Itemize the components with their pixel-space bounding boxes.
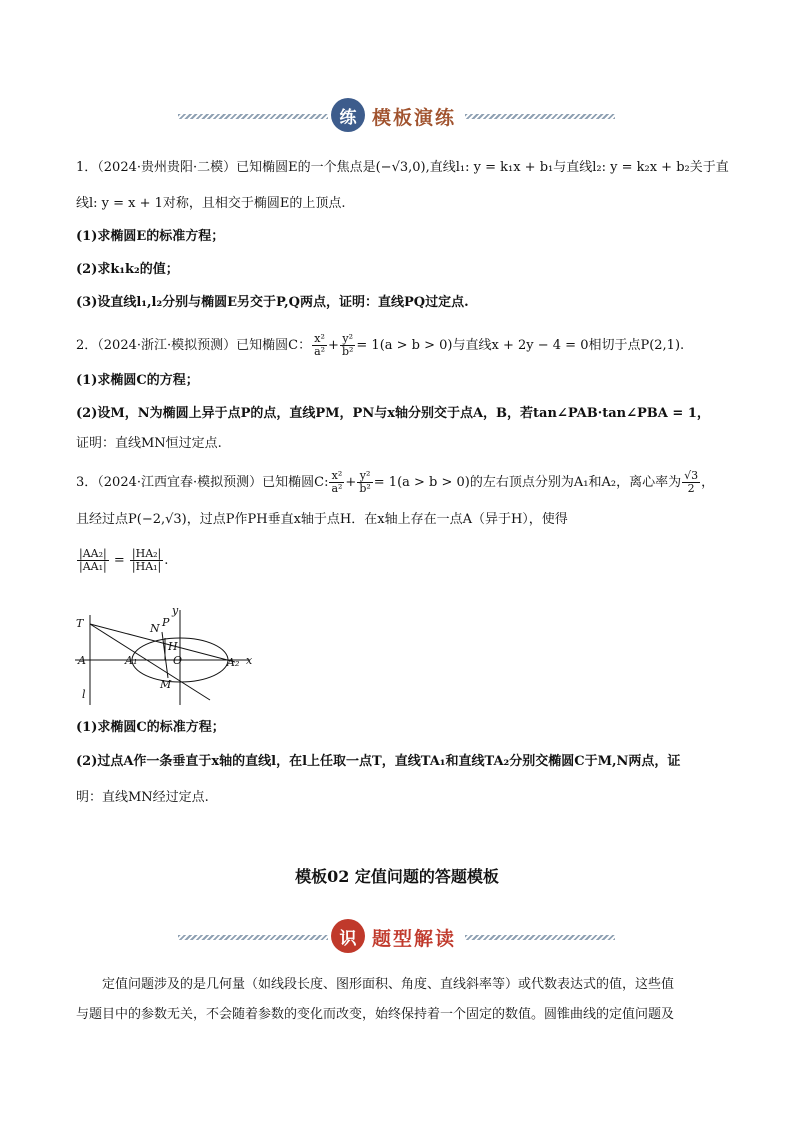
reading-text — [76, 970, 726, 1030]
q3-ecc: $\frac{√3}{2}$ — [684, 469, 699, 495]
reading-banner — [178, 917, 615, 957]
line-ta2 — [90, 624, 235, 662]
banner-right-rule — [465, 935, 615, 940]
label-o: O — [173, 654, 183, 667]
label-a2: A₂ — [227, 656, 240, 669]
reading-title: 题型解读 — [372, 928, 457, 950]
q2-part1: (1)求椭圆C的方程； — [76, 373, 199, 388]
label-m: M — [160, 678, 172, 691]
q3-lead: 3．（2024·江西宜春·模拟预测）已知椭圆C: — [76, 475, 329, 490]
q2-frac-x: $\frac{\text{x²}}{\text{a²}}$ — [314, 332, 326, 358]
q2-stem: 2．（2024·浙江·模拟预测）已知椭圆C： $\frac{\text{x²}}{\text{a²}}$ + $\frac{\text{y²}}{\text{b²}}$ = 1(a > b > 0)与直线x + 2y − 4 = 0相切于点P(2,1). — [76, 332, 685, 358]
q3-mid: = 1(a > b > 0)的左右顶点分别为A₁和A₂，离心率为 — [373, 475, 682, 490]
banner-left-rule — [178, 114, 328, 119]
practice-title: 模板演练 — [372, 107, 457, 129]
line-ta1 — [90, 624, 210, 700]
label-l: l — [82, 688, 86, 701]
q3-ratio: $\frac{\text{|AA₂|}}{\text{|AA₁|}}$ = $\frac{\text{|HA₂|}}{\text{|HA₁|}}$ . — [79, 547, 169, 573]
q1-part1: (1)求椭圆E的标准方程； — [76, 229, 225, 244]
label-t: T — [76, 617, 84, 630]
practice-badge-icon: 练 — [331, 98, 365, 132]
ellipse-figure — [70, 600, 260, 710]
label-x: x — [246, 654, 253, 667]
reading-badge-icon: 识 — [331, 919, 365, 953]
q2-part2-line1: (2)设M，N为椭圆上异于点P的点，直线PM，PN与x轴分别交于点A，B，若tan∠PAB·tan∠PBA = 1， — [76, 406, 710, 421]
q3-part1: (1)求椭圆C的标准方程； — [76, 720, 225, 735]
label-n: N — [150, 622, 160, 635]
q1-stem-line1: 1．（2024·贵州贵阳·二模）已知椭圆E的一个焦点是(−√3,0),直线l₁: y = k₁x + b₁与直线l₂: y = k₂x + b₂关于直 — [76, 160, 729, 175]
q2-mid: = 1(a > b > 0)与直线x + 2y − 4 = 0相切于点P(2,1). — [356, 338, 685, 353]
q2-frac-y: $\frac{\text{y²}}{\text{b²}}$ — [341, 332, 354, 358]
q1-part2: (2)求k₁k₂的值； — [76, 262, 179, 277]
banner-right-rule — [465, 114, 615, 119]
reading-line2: 与题目中的参数无关，不会随着参数的变化而改变，始终保持着一个固定的数值。圆锥曲线的定值问题及 — [76, 1007, 675, 1022]
q1-part3: (3)设直线l₁,l₂分别与椭圆E另交于P,Q两点，证明：直线PQ过定点. — [76, 295, 469, 310]
q3-part2-line1: (2)过点A作一条垂直于x轴的直线l，在l上任取一点T，直线TA₁和直线TA₂分别交椭圆C于M,N两点，证 — [76, 754, 681, 769]
q2-lead: 2．（2024·浙江·模拟预测）已知椭圆C： — [76, 338, 312, 353]
label-y: y — [172, 604, 179, 617]
q2-part2-line2: 证明：直线MN恒过定点. — [76, 436, 222, 451]
section-heading: 模板02 定值问题的答题模板 — [295, 867, 499, 886]
q3-stem-line2: 且经过点P(−2,√3)，过点P作PH垂直x轴于点H．在x轴上存在一点A（异于H），使得 — [76, 512, 568, 527]
q3-part2-line2: 明：直线MN经过定点. — [76, 790, 209, 805]
label-a: A — [78, 654, 86, 667]
q1-stem-line2: 线l: y = x + 1对称，且相交于椭圆E的上顶点. — [76, 196, 346, 211]
label-a1: A₁ — [125, 654, 138, 667]
practice-banner — [178, 96, 615, 136]
banner-left-rule — [178, 935, 328, 940]
reading-line1: 定值问题涉及的是几何量（如线段长度、图形面积、角度、直线斜率等）或代数表达式的值，这些值 — [102, 977, 675, 992]
label-h: H — [168, 640, 178, 653]
label-p: P — [162, 616, 170, 629]
q3-stem: 3．（2024·江西宜春·模拟预测）已知椭圆C: $\frac{\text{x²}}{\text{a²}}$ + $\frac{\text{y²}}{\text{b²}}$ = 1(a > b > 0)的左右顶点分别为A₁和A₂，离心率为 $\frac{√3}{2}$ ， — [76, 469, 715, 495]
